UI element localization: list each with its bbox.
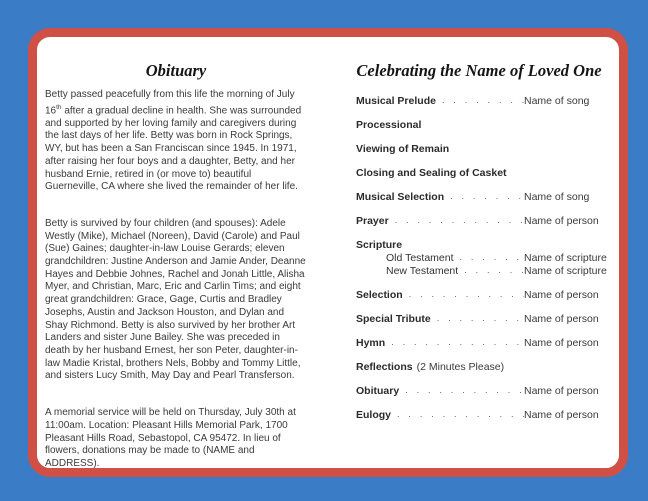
service-item-reflections bbox=[356, 361, 602, 374]
service-subitem-label: New Testament bbox=[386, 265, 459, 277]
obituary-paragraph-1 bbox=[45, 89, 307, 194]
service-item-prayer bbox=[356, 215, 602, 228]
obituary-paragraph-3: A memorial service will be held on Thursday, July 30th at 11:00am. Location: Pleasant Hills Memorial Park, 1700 Pleasant Hills Road, Sebastopol, CA 95472. In lieu of flowers, donations may be made to (NAME and ADDRESS). bbox=[45, 407, 296, 469]
service-item-note: (2 Minutes Please) bbox=[416, 361, 505, 373]
service-item-label: Selection bbox=[356, 289, 403, 301]
obituary-paragraph-1-text: Betty passed peacefully from this life the morning of July 16 bbox=[45, 89, 295, 117]
service-subitem-new-testament bbox=[386, 265, 607, 278]
obituary-page bbox=[45, 61, 307, 495]
service-item-value: Name of person bbox=[524, 409, 599, 421]
dotted-leader bbox=[403, 288, 524, 301]
dotted-leader bbox=[436, 94, 524, 107]
service-item-label: Scripture bbox=[356, 239, 403, 251]
dotted-leader bbox=[454, 251, 524, 264]
service-item-label: Musical Selection bbox=[356, 191, 445, 203]
service-item-special-tribute bbox=[356, 313, 602, 326]
dotted-leader bbox=[458, 264, 524, 277]
service-item-musical-selection bbox=[356, 191, 602, 204]
service-item-closing-and-sealing bbox=[356, 167, 602, 180]
service-item-label: Obituary bbox=[356, 385, 400, 397]
scripture-sub-items bbox=[386, 252, 607, 278]
dotted-leader bbox=[444, 190, 524, 203]
dotted-leader bbox=[431, 312, 524, 325]
service-item-eulogy bbox=[356, 409, 602, 422]
service-item-value: Name of person bbox=[524, 215, 599, 227]
service-item-label: Closing and Sealing of Casket bbox=[356, 167, 507, 179]
service-item-value: Name of song bbox=[524, 191, 590, 203]
dotted-leader bbox=[391, 408, 524, 421]
program-card bbox=[28, 28, 628, 477]
dotted-leader bbox=[385, 336, 524, 349]
service-subitem-value: Name of scripture bbox=[524, 252, 607, 264]
order-of-service-page bbox=[356, 61, 607, 433]
service-subitem-value: Name of scripture bbox=[524, 265, 607, 277]
service-item-label: Musical Prelude bbox=[356, 95, 436, 107]
service-item-label: Prayer bbox=[356, 215, 389, 227]
service-item-selection bbox=[356, 289, 602, 302]
obituary-title: Obituary bbox=[145, 61, 207, 80]
dotted-leader bbox=[399, 384, 524, 397]
service-item-hymn bbox=[356, 337, 602, 350]
service-item-label: Hymn bbox=[356, 337, 386, 349]
service-item-value: Name of person bbox=[524, 313, 599, 325]
service-item-value: Name of person bbox=[524, 289, 599, 301]
service-item-label: Reflections bbox=[356, 361, 413, 373]
service-item-value: Name of person bbox=[524, 385, 599, 397]
obituary-paragraph-2: Betty is survived by four children (and spouses): Adele Westly (Mike), Michael (Noreen), David (Carole) and Paul (Sue) Gaines; daughter-in-law Louise Gerards; eleven grandchildren: Justine Anderson and Jamie Ander, Deanne Hayes and Debbie Johnes, Rachel and Jonah Little, Alisha Myer, and Christian, Marc, Eric and Carlin Tims; and eight great grandchildren: Grace, Gage, Curtis and Bradley Josephs, Austin and Jackson Houston, and Dylan and Shay Richmond. Betty is also survived by her brother Art Landers and sister June Bailey. She was preceded in death by her husband Ernest, her son Peter, daughter-in-law Madie Kristal, brothers Nels, Bobby and Tommy Little, and sisters Lucy Smith, May Day and Pearl Transferson. bbox=[45, 217, 306, 382]
service-item-musical-prelude bbox=[356, 95, 602, 108]
service-item-label: Eulogy bbox=[356, 409, 392, 421]
service-title: Celebrating the Name of Loved One bbox=[356, 61, 602, 80]
service-item-label: Viewing of Remain bbox=[356, 143, 450, 155]
obituary-paragraph-1-continued: after a gradual decline in health. She was surrounded and supported by her loving family and caregivers during the last days of her life. Betty was born in Rock Springs, WY, but has been a San Franciscan since 1945. In 1971, after raising her four boys and a daughter, Betty, and her husband Ernie, retired in (or move to) beautiful Guerneville, CA where she lived the remainder of her life. bbox=[45, 105, 302, 193]
service-item-obituary bbox=[356, 385, 602, 398]
service-subitem-label: Old Testament bbox=[386, 252, 454, 264]
service-item-processional bbox=[356, 119, 602, 132]
service-item-label: Processional bbox=[356, 119, 422, 131]
service-item-value: Name of person bbox=[524, 337, 599, 349]
ordinal-superscript: th bbox=[56, 103, 62, 111]
service-item-value: Name of song bbox=[524, 95, 590, 107]
service-item-viewing-of-remain bbox=[356, 143, 602, 156]
dotted-leader bbox=[389, 214, 524, 227]
service-item-label: Special Tribute bbox=[356, 313, 431, 325]
